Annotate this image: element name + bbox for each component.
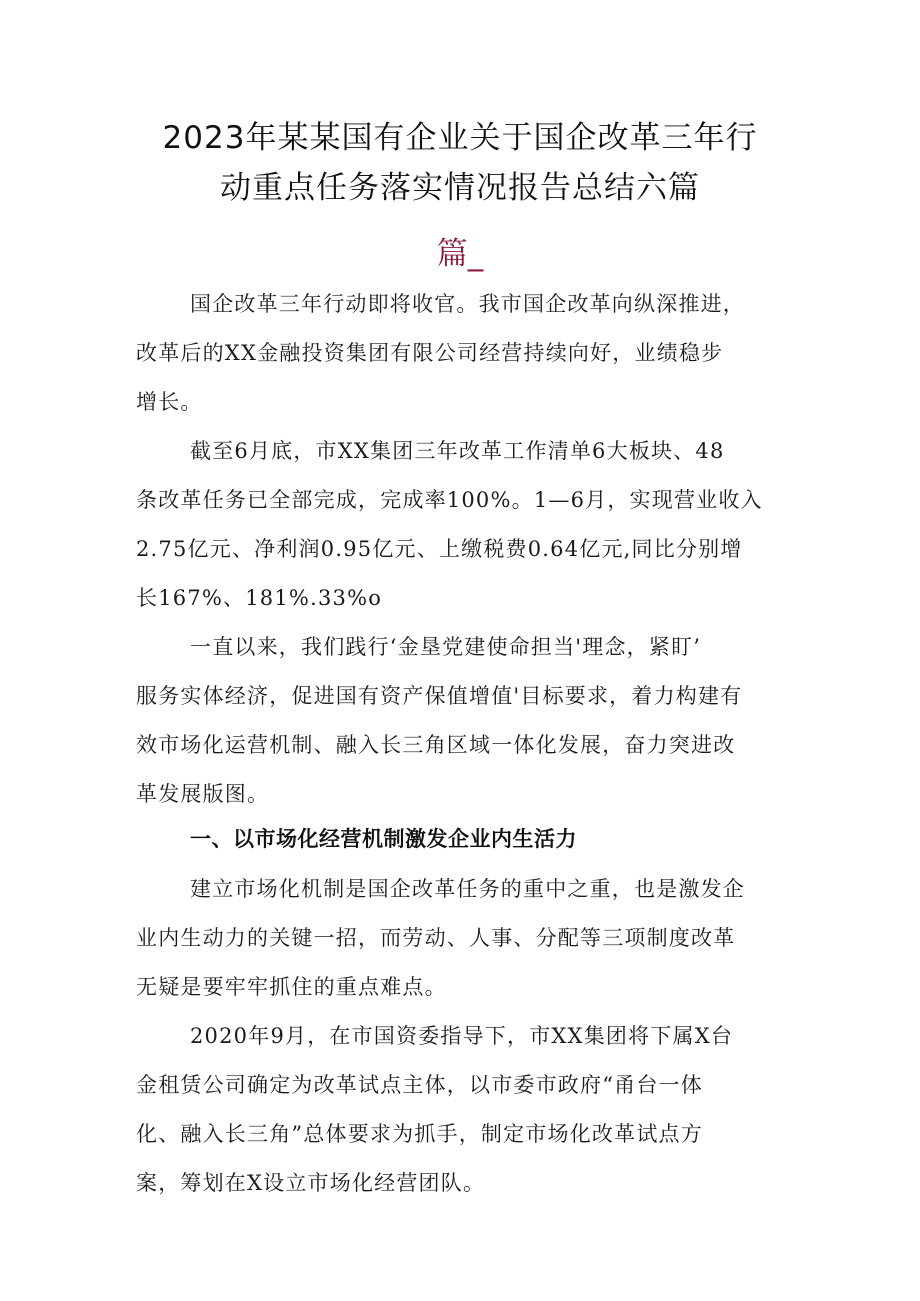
paragraph-1-line: 增长。 xyxy=(136,390,203,414)
document-title-line-1: 2023年某某国有企业关于国企改革三年行 xyxy=(162,120,758,156)
paragraph-3-line: 一直以来，我们践行‘金垦党建使命担当'理念，紧盯’ xyxy=(190,635,702,659)
paragraph-2-line: 截至6月底，市XX集团三年改革工作清单6大板块、48 xyxy=(190,439,725,463)
paragraph-5-line: 2020年9月，在市国资委指导下，市XX集团将下属X台 xyxy=(190,1024,734,1048)
paragraph-4-line: 建立市场化机制是国企改革任务的重中之重，也是激发企 xyxy=(190,877,745,901)
paragraph-5-line: 案，筹划在X设立市场化经营团队。 xyxy=(136,1171,486,1195)
paragraph-3-line: 革发展版图。 xyxy=(136,782,270,806)
paragraph-3-line: 效市场化运营机制、融入长三角区域一体化发展，奋力突进改 xyxy=(136,733,736,757)
paragraph-1-line: 改革后的XX金融投资集团有限公司经营持续向好，业绩稳步 xyxy=(136,341,724,365)
section-heading: 一、以市场化经营机制激发企业内生活力 xyxy=(190,827,577,851)
paragraph-4-line: 业内生动力的关键一招，而劳动、人事、分配等三项制度改革 xyxy=(136,926,736,950)
paragraph-3-line: 服务实体经济，促进国有资产保值增值'目标要求，着力构建有 xyxy=(136,684,743,708)
paragraph-5-line: 金租赁公司确定为改革试点主体，以市委市政府“甬台一体 xyxy=(136,1073,703,1097)
paragraph-4-line: 无疑是要牢牢抓住的重点难点。 xyxy=(136,975,447,999)
paragraph-1-line: 国企改革三年行动即将收官。我市国企改革向纵深推进， xyxy=(190,292,745,316)
paragraph-2-line: 长167%、181%.33%o xyxy=(136,586,383,610)
paragraph-2-line: 条改革任务已全部完成，完成率100%。1—6月，实现营业收入 xyxy=(136,488,763,512)
paragraph-5-line: 化、融入长三角”总体要求为抓手，制定市场化改革试点方 xyxy=(136,1122,703,1146)
document-title-line-2: 动重点任务落实情况报告总结六篇 xyxy=(220,170,700,206)
paragraph-2-line: 2.75亿元、净利润0.95亿元、上缴税费0.64亿元,同比分别增 xyxy=(136,537,743,561)
document-subtitle: 篇_ xyxy=(436,236,484,272)
